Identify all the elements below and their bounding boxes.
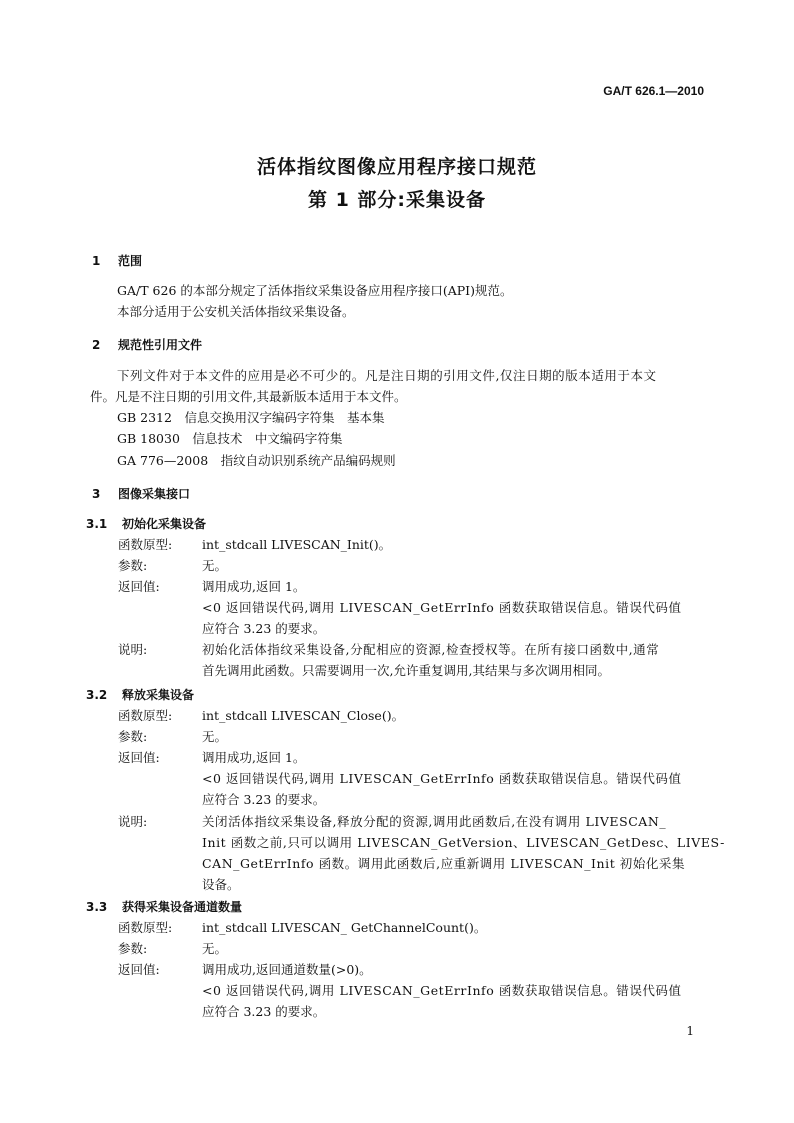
document-title: 活体指纹图像应用程序接口规范 xyxy=(256,156,537,178)
document-code-header: GA/T 626.1—2010 xyxy=(603,84,704,98)
prototype-label: 函数原型: xyxy=(118,537,173,552)
section-number: 3 xyxy=(92,487,101,501)
document-subtitle: 第 1 部分:采集设备 xyxy=(307,189,487,211)
section-title: 范围 xyxy=(118,254,143,268)
description-text: 设备。 xyxy=(202,877,240,892)
page-number: 1 xyxy=(686,1024,694,1038)
params-label: 参数: xyxy=(118,558,148,573)
paragraph: 本部分适用于公安机关活体指纹采集设备。 xyxy=(117,304,355,319)
section-title: 图像采集接口 xyxy=(118,487,191,501)
normative-reference: GB 18030 信息技术 中文编码字符集 xyxy=(117,431,343,446)
section-number: 1 xyxy=(92,254,101,268)
prototype-value: int_stdcall LIVESCAN_ GetChannelCount()。 xyxy=(202,920,487,935)
description-text: 初始化活体指纹采集设备,分配相应的资源,检查授权等。在所有接口函数中,通常 xyxy=(202,642,660,657)
params-value: 无。 xyxy=(202,558,228,573)
section-number: 2 xyxy=(92,338,101,352)
return-value: 应符合 3.23 的要求。 xyxy=(202,1004,326,1019)
prototype-value: int_stdcall LIVESCAN_Close()。 xyxy=(202,708,405,723)
normative-reference: GB 2312 信息交换用汉字编码字符集 基本集 xyxy=(117,410,385,425)
params-label: 参数: xyxy=(118,941,148,956)
subsection-3-2-heading xyxy=(86,686,194,703)
return-value: 应符合 3.23 的要求。 xyxy=(202,621,326,636)
subsection-title: 获得采集设备通道数量 xyxy=(122,900,243,914)
description-text: 首先调用此函数。只需要调用一次,允许重复调用,其结果与多次调用相同。 xyxy=(202,663,610,678)
subsection-number: 3.1 xyxy=(86,517,108,531)
subsection-number: 3.3 xyxy=(86,900,108,914)
section-3-heading xyxy=(92,485,190,502)
return-label: 返回值: xyxy=(118,962,160,977)
section-2-heading xyxy=(92,336,202,353)
subsection-title: 初始化采集设备 xyxy=(122,517,207,531)
subsection-title: 释放采集设备 xyxy=(122,688,195,702)
paragraph: 下列文件对于本文件的应用是必不可少的。凡是注日期的引用文件,仅注日期的版本适用于本文 xyxy=(117,368,657,383)
return-value: <0 返回错误代码,调用 LIVESCAN_GetErrInfo 函数获取错误信息。错误代码值 xyxy=(202,771,682,786)
params-value: 无。 xyxy=(202,729,228,744)
prototype-label: 函数原型: xyxy=(118,708,173,723)
return-value: <0 返回错误代码,调用 LIVESCAN_GetErrInfo 函数获取错误信息。错误代码值 xyxy=(202,600,682,615)
prototype-label: 函数原型: xyxy=(118,920,173,935)
description-label: 说明: xyxy=(118,642,148,657)
return-value: 调用成功,返回通道数量(>0)。 xyxy=(202,962,372,977)
prototype-value: int_stdcall LIVESCAN_Init()。 xyxy=(202,537,392,552)
section-title: 规范性引用文件 xyxy=(118,338,203,352)
section-1-heading xyxy=(92,252,142,269)
return-label: 返回值: xyxy=(118,750,160,765)
description-text: 关闭活体指纹采集设备,释放分配的资源,调用此函数后,在没有调用 LIVESCAN_ xyxy=(202,814,667,829)
description-label: 说明: xyxy=(118,814,148,829)
return-value: 应符合 3.23 的要求。 xyxy=(202,792,326,807)
subsection-3-3-heading xyxy=(86,898,242,915)
paragraph-continuation: 件。凡是不注日期的引用文件,其最新版本适用于本文件。 xyxy=(90,389,407,404)
params-label: 参数: xyxy=(118,729,148,744)
return-value: <0 返回错误代码,调用 LIVESCAN_GetErrInfo 函数获取错误信息。错误代码值 xyxy=(202,983,682,998)
params-value: 无。 xyxy=(202,941,228,956)
paragraph: GA/T 626 的本部分规定了活体指纹采集设备应用程序接口(API)规范。 xyxy=(117,283,513,298)
subsection-3-1-heading xyxy=(86,515,206,532)
return-value: 调用成功,返回 1。 xyxy=(202,579,306,594)
description-text: Init 函数之前,只可以调用 LIVESCAN_GetVersion、LIVESCAN_GetDesc、LIVES- xyxy=(202,835,725,850)
normative-reference: GA 776—2008 指纹自动识别系统产品编码规则 xyxy=(117,453,396,468)
return-label: 返回值: xyxy=(118,579,160,594)
return-value: 调用成功,返回 1。 xyxy=(202,750,306,765)
subsection-number: 3.2 xyxy=(86,688,108,702)
description-text: CAN_GetErrInfo 函数。调用此函数后,应重新调用 LIVESCAN_Init 初始化采集 xyxy=(202,856,686,871)
